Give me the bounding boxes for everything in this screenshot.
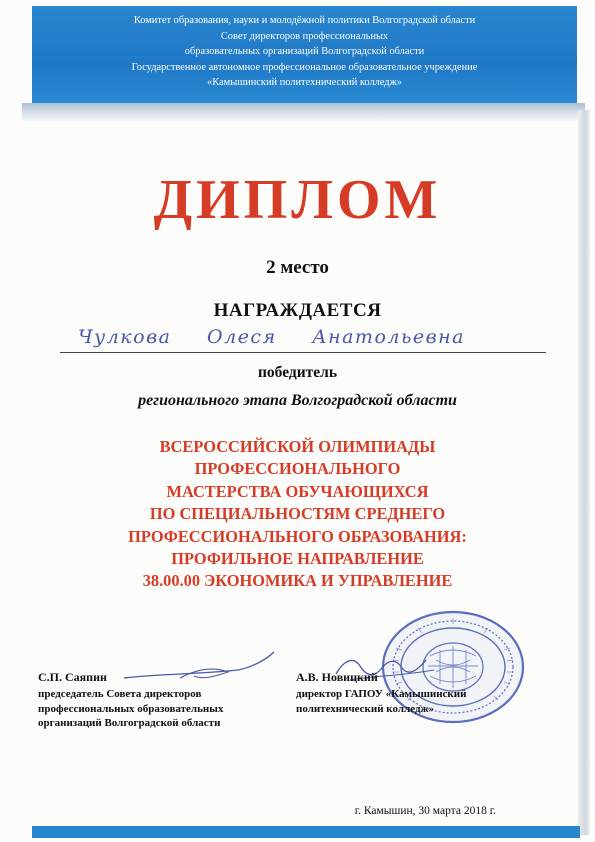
left-role-line: профессиональных образовательных xyxy=(38,702,224,715)
header-shadow xyxy=(22,103,585,121)
recipient-underline xyxy=(60,352,546,353)
place-and-date: г. Камышин, 30 марта 2018 г. xyxy=(354,805,496,817)
right-signatory-name: А.В. Новицкий xyxy=(296,670,378,684)
left-signatory-role xyxy=(38,687,223,731)
left-signatory-name: С.П. Саяпин xyxy=(38,670,107,684)
olympiad-title xyxy=(0,436,595,593)
olympiad-line: МАСТЕРСТВА ОБУЧАЮЩИХСЯ xyxy=(166,481,429,501)
olympiad-line: 38.00.00 ЭКОНОМИКА И УПРАВЛЕНИЕ xyxy=(142,571,453,591)
winner-label: победитель xyxy=(257,364,338,381)
header-line-council: Совет директоров профессиональных xyxy=(220,30,389,42)
olympiad-line: ПРОФЕССИОНАЛЬНОГО ОБРАЗОВАНИЯ: xyxy=(128,526,467,546)
header-line-committee: Комитет образования, науки и молодёжной политики Волгоградской области xyxy=(133,15,476,26)
header-line-college: «Камышинский политехнический колледж» xyxy=(207,77,402,89)
olympiad-line: ВСЕРОССИЙСКОЙ ОЛИМПИАДЫ xyxy=(159,437,436,456)
right-role-line: директор ГАПОУ «Камышинский xyxy=(296,688,467,700)
recipient-name: Чулкова Олеся Анатольевна xyxy=(78,326,465,348)
diploma-title: ДИПЛОМ xyxy=(153,169,442,231)
header-line-institution-type: Государственное автономное профессиональное образовательное учреждение xyxy=(131,61,478,73)
awarded-label: НАГРАЖДАЕТСЯ xyxy=(213,300,382,321)
olympiad-line: ПРОФЕССИОНАЛЬНОГО xyxy=(194,459,401,479)
left-signature-icon xyxy=(120,648,280,688)
bottom-band xyxy=(32,826,580,838)
right-signatory-role xyxy=(296,687,466,716)
right-role-line: политехнический колледж» xyxy=(296,702,434,715)
olympiad-line: ПРОФИЛЬНОЕ НАПРАВЛЕНИЕ xyxy=(171,549,424,569)
header-organizations xyxy=(32,13,577,91)
left-role-line: председатель Совета директоров xyxy=(38,688,202,700)
place-label: 2 место xyxy=(266,257,329,278)
left-role-line: организаций Волгоградской области xyxy=(38,717,221,729)
stage-label: регионального этапа Волгоградской области xyxy=(138,392,457,409)
header-line-organizations: образовательных организаций Волгоградской области xyxy=(184,46,425,58)
olympiad-line: ПО СПЕЦИАЛЬНОСТЯМ СРЕДНЕГО xyxy=(149,504,446,524)
